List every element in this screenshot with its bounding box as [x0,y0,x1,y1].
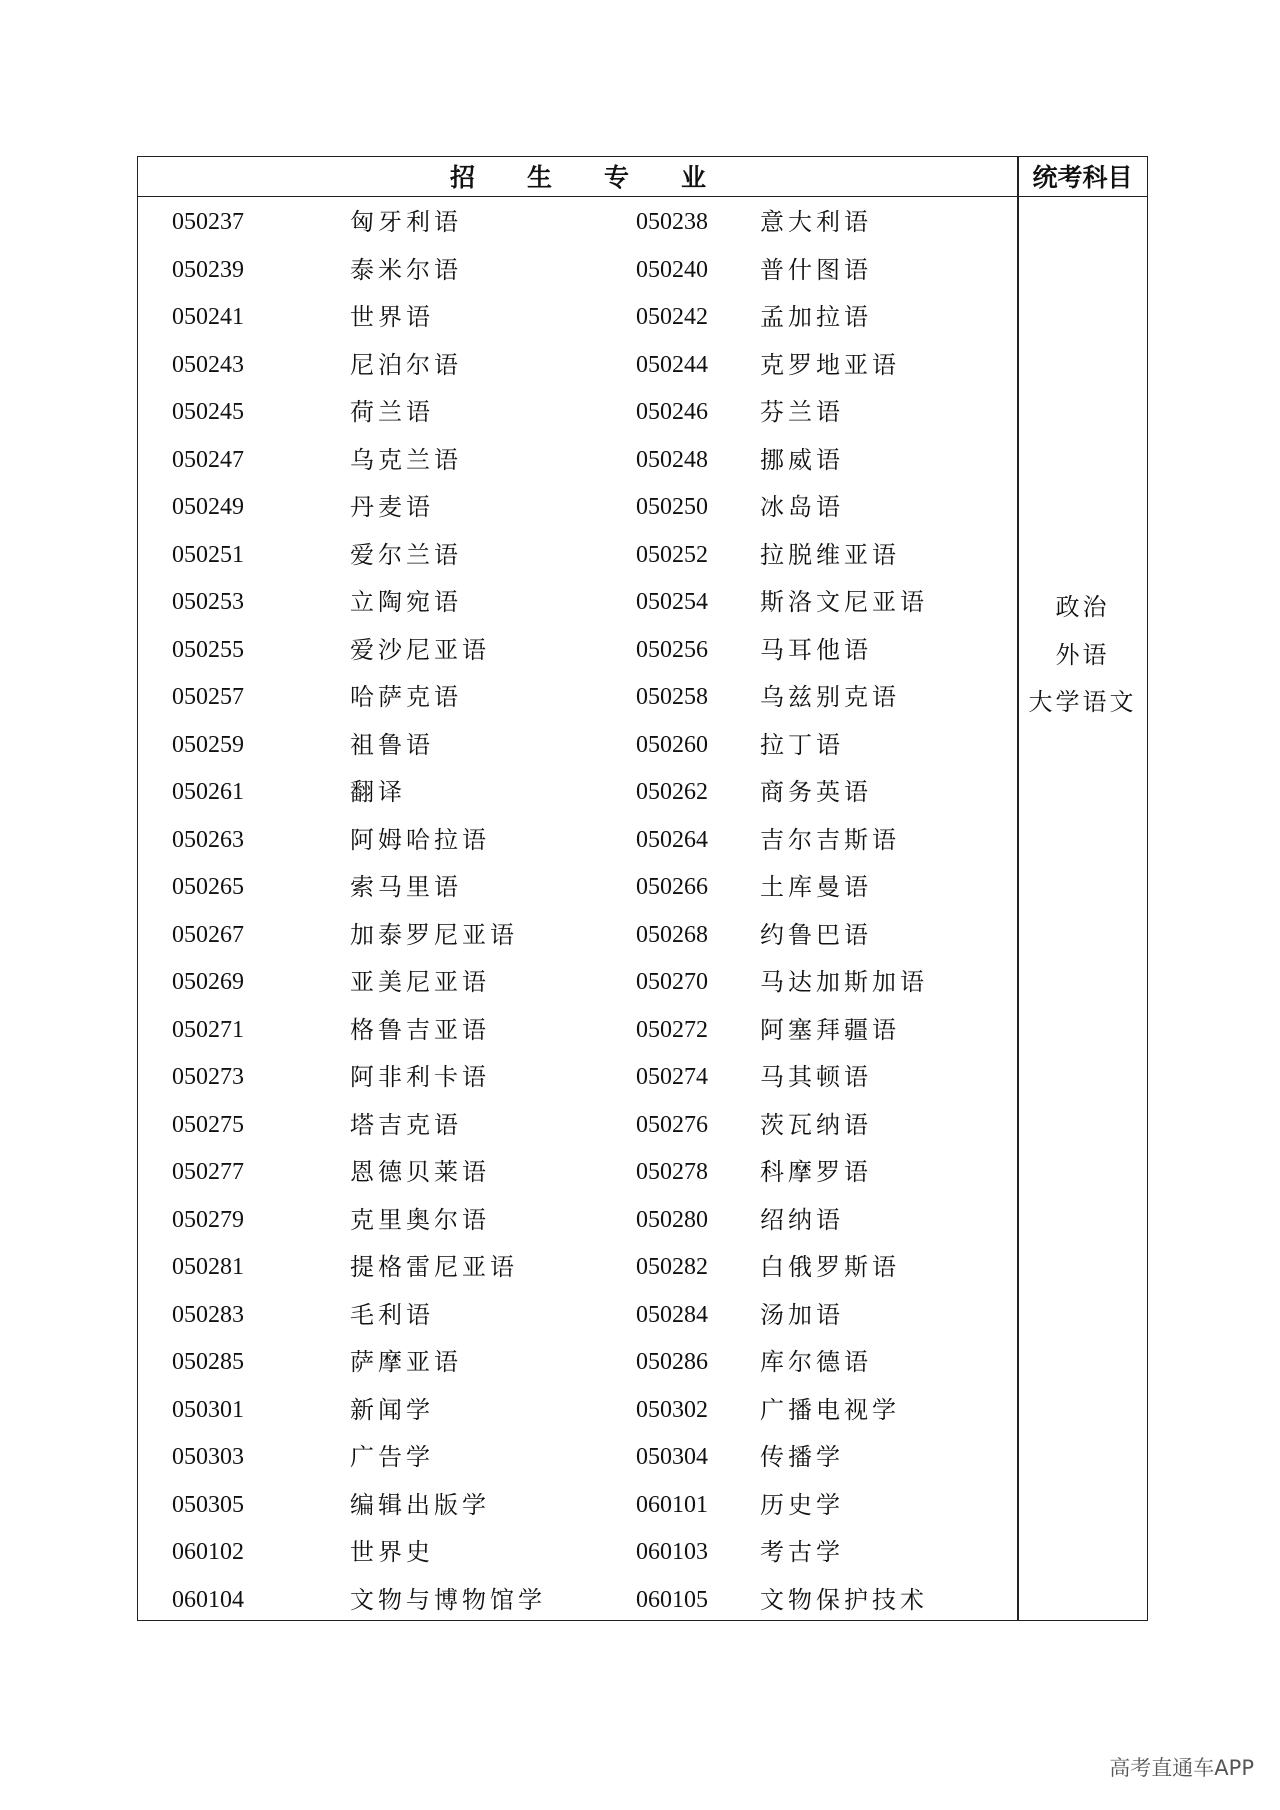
major-code: 050251 [172,541,244,568]
major-name: 乌克兰语 [350,445,462,474]
table-row [138,292,1018,340]
header-major: 招生专业 [449,163,758,192]
major-name: 土库曼语 [760,873,872,901]
major-code: 060104 [172,1586,244,1613]
subject-item: 大学语文 [1028,688,1137,716]
major-name: 祖鲁语 [350,730,434,759]
major-code: 050258 [636,684,708,710]
major-code: 050272 [636,1016,708,1043]
table-row [138,1052,1018,1100]
major-code: 050278 [636,1159,708,1185]
major-name: 乌兹别克语 [760,683,900,711]
major-code: 060103 [636,1539,708,1565]
major-code: 050275 [172,1111,244,1138]
major-name: 爱沙尼亚语 [350,635,490,664]
table-row [138,767,1018,815]
major-code: 050305 [172,1491,244,1518]
major-name: 孟加拉语 [760,303,872,331]
table-row [138,1480,1018,1528]
major-code: 050246 [636,399,708,425]
major-code: 050286 [636,1349,708,1375]
major-name: 爱尔兰语 [350,540,462,569]
major-name: 传播学 [760,1443,844,1471]
major-name: 斯洛文尼亚语 [760,588,928,616]
major-code: 050283 [172,1301,244,1328]
major-name: 冰岛语 [760,493,844,521]
table-row [138,957,1018,1005]
major-code: 050269 [172,969,244,995]
major-code: 050255 [172,636,244,663]
subject-item: 政治 [1055,593,1110,621]
major-code: 050301 [172,1396,244,1423]
table-header-row [138,157,1147,197]
table-row [138,1005,1018,1053]
major-code: 050303 [172,1444,244,1470]
major-name: 文物保护技术 [760,1585,928,1614]
major-code: 050256 [636,636,708,663]
major-code: 050282 [636,1254,708,1280]
header-exam-subjects: 统考科目 [1032,163,1133,192]
major-code: 050237 [172,209,244,235]
major-name: 考古学 [760,1538,844,1566]
table-row [138,862,1018,910]
major-name: 提格雷尼亚语 [350,1253,518,1281]
table-row [138,720,1018,768]
major-code: 050276 [636,1111,708,1138]
table-row [138,815,1018,863]
major-code: 050248 [636,446,708,473]
major-name: 尼泊尔语 [350,350,462,379]
major-code: 050250 [636,494,708,520]
watermark: 高考直通车APP [1109,1756,1254,1780]
major-name: 编辑出版学 [350,1490,490,1519]
major-code: 050238 [636,209,708,235]
major-name: 马耳他语 [760,635,872,664]
table-body [138,197,1018,1622]
major-code: 050252 [636,541,708,568]
major-name: 翻译 [350,778,406,806]
major-code: 050267 [172,921,244,948]
table-row [138,1100,1018,1148]
major-name: 拉脱维亚语 [760,540,900,569]
major-code: 050247 [172,446,244,473]
major-code: 050281 [172,1254,244,1280]
major-name: 阿塞拜疆语 [760,1015,900,1044]
major-name: 广告学 [350,1443,434,1471]
major-name: 科摩罗语 [760,1158,872,1186]
table-row [138,1147,1018,1195]
major-code: 050263 [172,826,244,853]
major-name: 立陶宛语 [350,588,462,616]
major-name: 历史学 [760,1490,844,1519]
major-name: 荷兰语 [350,398,434,426]
major-code: 050273 [172,1064,244,1090]
major-name: 加泰罗尼亚语 [350,920,518,949]
major-name: 阿姆哈拉语 [350,825,490,854]
major-code: 050271 [172,1016,244,1043]
major-name: 拉丁语 [760,730,844,759]
major-name: 毛利语 [350,1300,434,1329]
table-row [138,197,1018,245]
major-code: 050242 [636,304,708,330]
table-row [138,482,1018,530]
table-row [138,1575,1018,1623]
table-row [138,625,1018,673]
major-code: 050279 [172,1206,244,1233]
table-row [138,1527,1018,1575]
major-code: 050241 [172,304,244,330]
major-name: 哈萨克语 [350,683,462,711]
major-name: 丹麦语 [350,493,434,521]
major-name: 恩德贝莱语 [350,1158,490,1186]
major-name: 意大利语 [760,208,872,236]
table-row [138,1195,1018,1243]
major-name: 克罗地亚语 [760,350,900,379]
major-code: 050261 [172,779,244,805]
table-row [138,530,1018,578]
major-name: 新闻学 [350,1395,434,1424]
table-row [138,910,1018,958]
major-name: 格鲁吉亚语 [350,1015,490,1044]
major-code: 050265 [172,874,244,900]
major-code: 050243 [172,351,244,378]
major-name: 萨摩亚语 [350,1348,462,1376]
major-code: 050277 [172,1159,244,1185]
major-code: 050257 [172,684,244,710]
major-code: 050270 [636,969,708,995]
major-code: 050285 [172,1349,244,1375]
table-row [138,1242,1018,1290]
major-name: 索马里语 [350,873,462,901]
major-name: 世界史 [350,1538,434,1566]
major-code: 050253 [172,589,244,615]
table-row [138,577,1018,625]
major-code: 050259 [172,731,244,758]
major-name: 文物与博物馆学 [350,1585,546,1614]
table-row [138,1337,1018,1385]
major-code: 050245 [172,399,244,425]
major-code: 050268 [636,921,708,948]
major-name: 克里奥尔语 [350,1205,490,1234]
table-row [138,387,1018,435]
major-name: 世界语 [350,303,434,331]
major-code: 050249 [172,494,244,520]
major-code: 050254 [636,589,708,615]
major-code: 050239 [172,256,244,283]
major-name: 马其顿语 [760,1063,872,1091]
major-name: 普什图语 [760,255,872,284]
subject-item: 外语 [1055,640,1110,669]
major-name: 马达加斯加语 [760,968,928,996]
major-code: 050266 [636,874,708,900]
major-table [137,156,1148,1621]
table-row [138,672,1018,720]
major-code: 050260 [636,731,708,758]
major-name: 广播电视学 [760,1395,900,1424]
major-code: 050302 [636,1396,708,1423]
table-row [138,1385,1018,1433]
table-row [138,1290,1018,1338]
table-row [138,245,1018,293]
major-name: 约鲁巴语 [760,920,872,949]
major-name: 商务英语 [760,778,872,806]
major-name: 泰米尔语 [350,255,462,284]
major-name: 阿非利卡语 [350,1063,490,1091]
major-name: 匈牙利语 [350,208,462,236]
major-code: 050262 [636,779,708,805]
major-code: 050284 [636,1301,708,1328]
major-name: 白俄罗斯语 [760,1253,900,1281]
major-name: 绍纳语 [760,1205,844,1234]
major-name: 汤加语 [760,1300,844,1329]
major-name: 吉尔吉斯语 [760,825,900,854]
major-code: 050240 [636,256,708,283]
major-code: 060102 [172,1539,244,1565]
major-name: 挪威语 [760,445,844,474]
major-name: 茨瓦纳语 [760,1110,872,1139]
major-code: 060105 [636,1586,708,1613]
major-name: 塔吉克语 [350,1110,462,1139]
table-row [138,435,1018,483]
major-code: 050304 [636,1444,708,1470]
major-code: 060101 [636,1491,708,1518]
exam-subjects-cell [1018,584,1147,727]
major-code: 050280 [636,1206,708,1233]
major-code: 050244 [636,351,708,378]
major-code: 050274 [636,1064,708,1090]
table-row [138,340,1018,388]
major-name: 库尔德语 [760,1348,872,1376]
major-code: 050264 [636,826,708,853]
major-name: 芬兰语 [760,398,844,426]
table-row [138,1432,1018,1480]
major-name: 亚美尼亚语 [350,968,490,996]
